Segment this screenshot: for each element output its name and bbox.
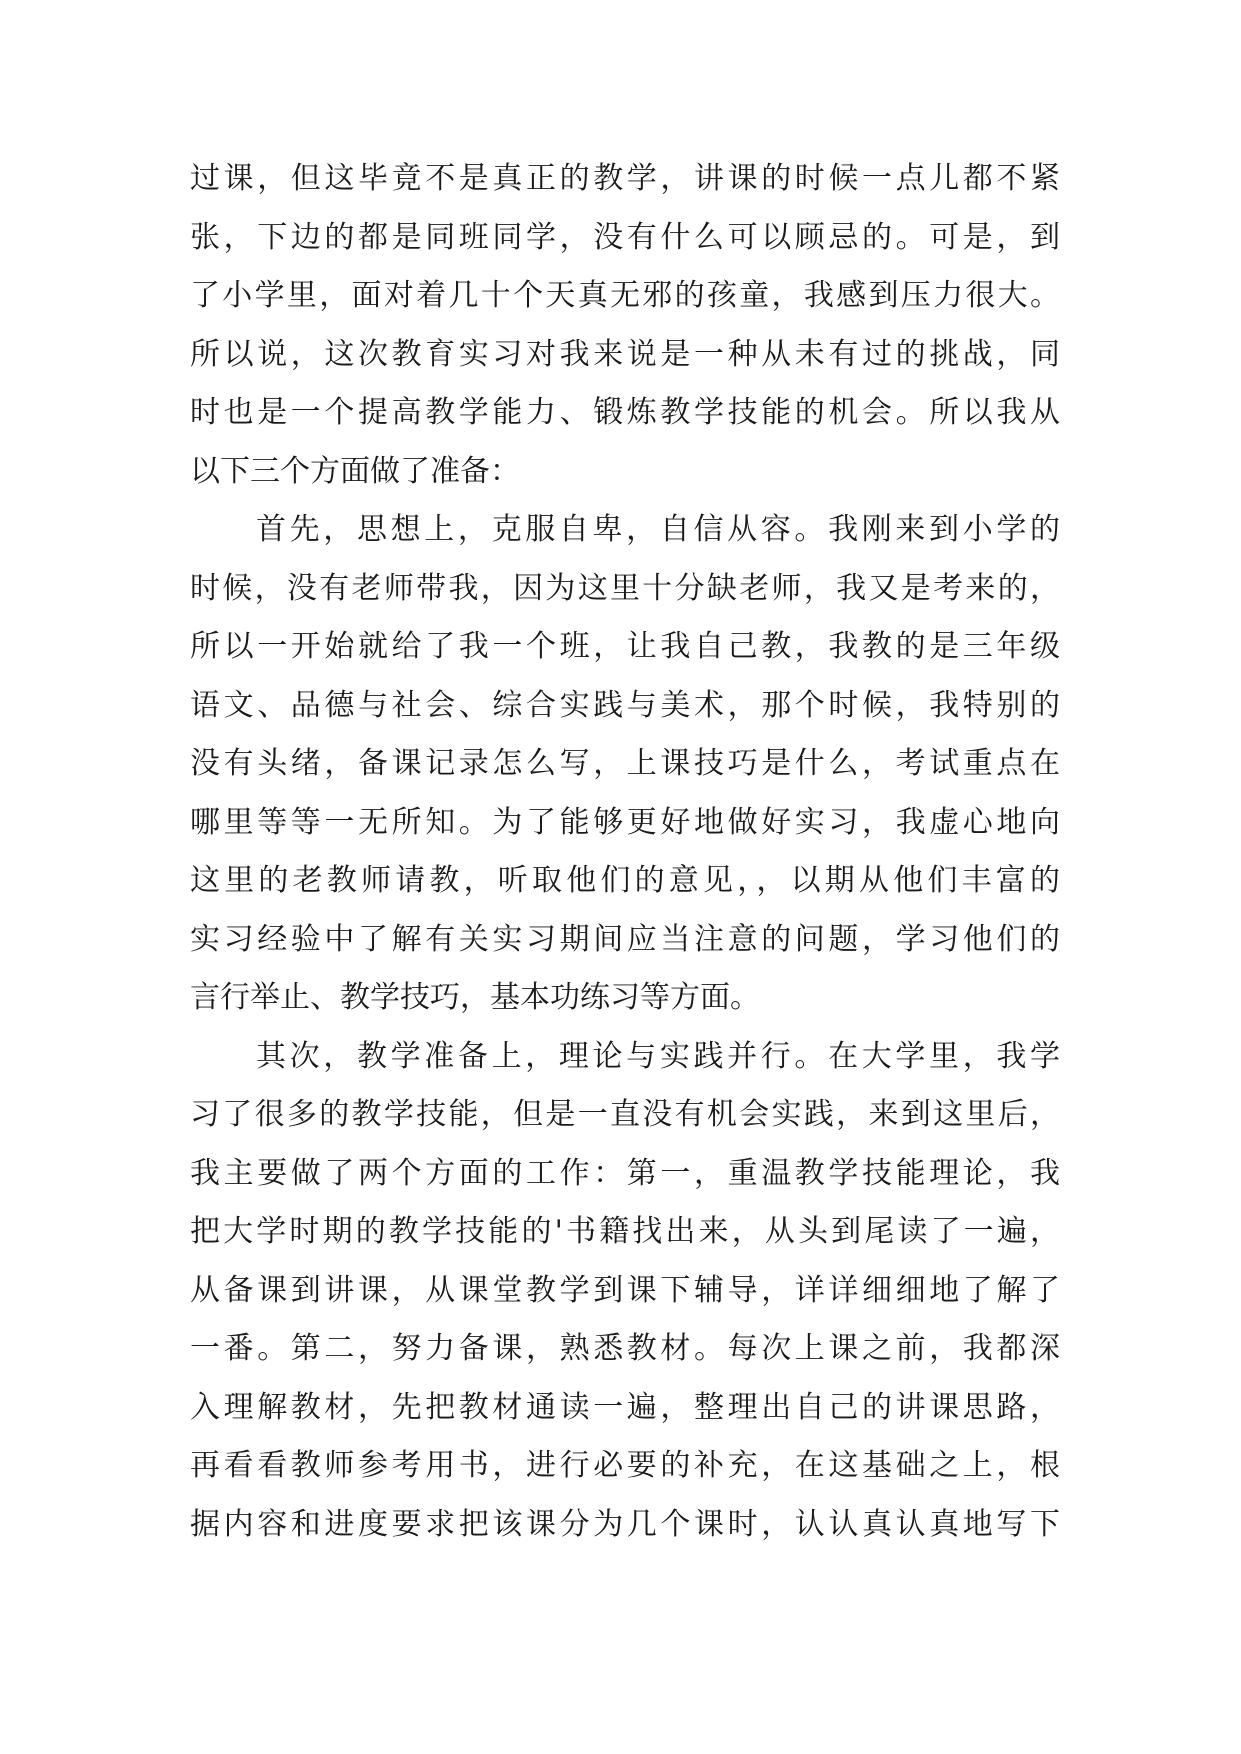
text-line: 语文、品德与社会、综合实践与美术，那个时候，我特别的: [190, 687, 1060, 723]
text-line: 再看看教师参考用书，进行必要的补充，在这基础之上，根: [190, 1448, 1060, 1483]
text-line: 我主要做了两个方面的工作：第一，重温教学技能理论，我: [190, 1155, 1060, 1191]
text-line: 没有头绪，备课记录怎么写，上课技巧是什么，考试重点在: [190, 746, 1060, 781]
text-line: 了小学里，面对着几十个天真无邪的孩童，我感到压力很大。: [190, 278, 1060, 313]
text-line: 哪里等等一无所知。为了能够更好地做好实习，我虚心地向: [190, 804, 1060, 840]
text-line: 时候，没有老师带我，因为这里十分缺老师，我又是考来的，: [190, 570, 1060, 606]
paragraph-first-line: 其次，教学准备上，理论与实践并行。在大学里，我学: [256, 1038, 1060, 1074]
text-line: 据内容和进度要求把该课分为几个课时，认认真认真地写下: [190, 1506, 1060, 1542]
text-line: 过课，但这毕竟不是真正的教学，讲课的时候一点儿都不紧: [190, 161, 1060, 196]
text-line: 一番。第二，努力备课，熟悉教材。每次上课之前，我都深: [190, 1331, 1060, 1366]
text-line: 入理解教材，先把教材通读一遍，整理出自己的讲课思路，: [190, 1389, 1060, 1425]
text-line: 所以一开始就给了我一个班，让我自己教，我教的是三年级: [190, 629, 1060, 664]
text-line: 张，下边的都是同班同学，没有什么可以顾忌的。可是，到: [190, 219, 1060, 255]
text-line: 习了很多的教学技能，但是一直没有机会实践，来到这里后，: [190, 1097, 1060, 1132]
text-line: 时也是一个提高教学能力、锻炼教学技能的机会。所以我从: [190, 395, 1060, 430]
text-line: 所以说，这次教育实习对我来说是一种从未有过的挑战，同: [190, 336, 1060, 372]
body-text: [190, 150, 1060, 1554]
text-line: 言行举止、教学技巧，基本功练习等方面。: [190, 980, 760, 1015]
text-line: 从备课到讲课，从课堂教学到课下辅导，详详细细地了解了: [190, 1272, 1060, 1308]
text-line: 这里的老教师请教，听取他们的意见，，以期从他们丰富的: [190, 863, 1060, 898]
paragraph-first-line: 首先，思想上，克服自卑，自信从容。我刚来到小学的: [256, 512, 1060, 547]
text-line: 把大学时期的教学技能的'书籍找出来，从头到尾读了一遍，: [190, 1214, 1060, 1249]
text-line: 实习经验中了解有关实习期间应当注意的问题，学习他们的: [190, 921, 1060, 957]
text-line: 以下三个方面做了准备：: [190, 453, 520, 489]
